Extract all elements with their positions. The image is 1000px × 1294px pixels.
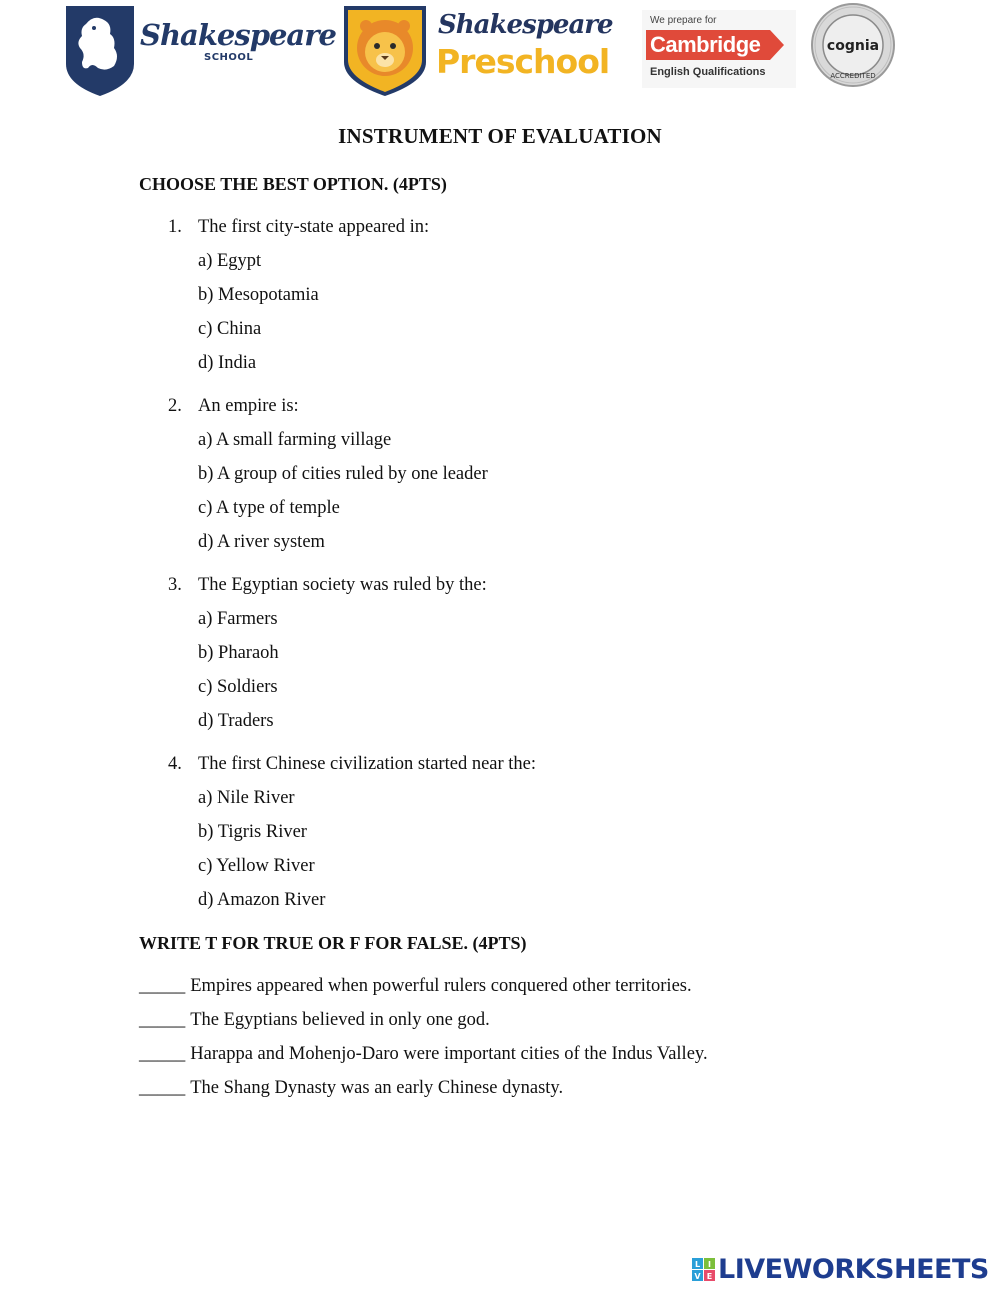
tf-statement: The Egyptians believed in only one god. (190, 1010, 490, 1030)
option-1d: d) India (198, 353, 257, 373)
cambridge-prepare-text: We prepare for (650, 15, 717, 26)
liveworksheets-logo (692, 1254, 992, 1288)
answer-blank[interactable]: _____ (139, 1078, 186, 1098)
question-number: 4. (168, 754, 182, 774)
liveworksheets-badge-icon (692, 1258, 716, 1282)
question-1 (168, 217, 429, 238)
tf-statement: Empires appeared when powerful rulers conquered other territories. (190, 976, 692, 996)
answer-blank[interactable]: _____ (139, 1044, 186, 1064)
shakespeare-preschool-logo (340, 2, 613, 98)
liveworksheets-wordmark: LIVEWORKSHEETS (718, 1254, 989, 1285)
badge-letter-e: E (706, 1272, 713, 1281)
question-number: 2. (168, 396, 182, 416)
option-3b: b) Pharaoh (198, 643, 279, 663)
section-title-multiple-choice: CHOOSE THE BEST OPTION. (4PTS) (139, 174, 447, 194)
lion-crest-icon (60, 2, 140, 98)
section-title-true-false: WRITE T FOR TRUE OR F FOR FALSE. (4PTS) (139, 933, 527, 953)
option-2b: b) A group of cities ruled by one leader (198, 464, 488, 484)
question-2 (168, 396, 299, 417)
cognia-name: cognia (826, 38, 880, 54)
question-4 (168, 754, 536, 775)
tf-statement: Harappa and Mohenjo-Daro were important cities of the Indus Valley. (190, 1044, 708, 1064)
tf-item-1 (139, 976, 692, 997)
option-4a: a) Nile River (198, 788, 295, 808)
question-number: 1. (168, 217, 182, 237)
shakespeare-school-sub: SCHOOL (204, 52, 254, 63)
option-1b: b) Mesopotamia (198, 285, 319, 305)
tf-item-4 (139, 1078, 563, 1099)
badge-letter-v: V (694, 1272, 701, 1281)
question-text: An empire is: (198, 396, 299, 416)
cognia-accredited-seal (810, 2, 896, 88)
option-4b: b) Tigris River (198, 822, 307, 842)
tf-item-2 (139, 1010, 490, 1031)
page-title: INSTRUMENT OF EVALUATION (338, 124, 662, 148)
option-3d: d) Traders (198, 711, 274, 731)
option-3a: a) Farmers (198, 609, 278, 629)
question-number: 3. (168, 575, 182, 595)
option-4c: c) Yellow River (198, 856, 315, 876)
question-3 (168, 575, 487, 596)
option-2c: c) A type of temple (198, 498, 340, 518)
badge-letter-l: L (694, 1260, 701, 1269)
tf-item-3 (139, 1044, 708, 1065)
option-1a: a) Egypt (198, 251, 262, 271)
shakespeare-school-logo (60, 2, 336, 98)
badge-letter-i: I (708, 1260, 711, 1269)
option-4d: d) Amazon River (198, 890, 326, 910)
tf-statement: The Shang Dynasty was an early Chinese dynasty. (190, 1078, 564, 1098)
option-2d: d) A river system (198, 532, 325, 552)
lion-cub-icon (340, 2, 430, 98)
cambridge-word: Cambridge (650, 32, 761, 57)
question-text: The Egyptian society was ruled by the: (198, 575, 487, 595)
answer-blank[interactable]: _____ (139, 1010, 186, 1030)
shakespeare-school-name: Shakespeare (140, 18, 336, 52)
question-text: The first city-state appeared in: (198, 217, 430, 237)
cognia-accredited: ACCREDITED (830, 72, 876, 80)
answer-blank[interactable]: _____ (139, 976, 186, 996)
preschool-brand-name: Shakespeare (438, 10, 613, 40)
cambridge-arrow-icon (770, 30, 784, 60)
cognia-seal-icon (810, 2, 896, 88)
option-1c: c) China (198, 319, 262, 339)
preschool-word: Preschool (436, 42, 610, 81)
option-2a: a) A small farming village (198, 430, 392, 450)
cambridge-english-qualifications: English Qualifications (650, 66, 766, 78)
option-3c: c) Soldiers (198, 677, 278, 697)
question-text: The first Chinese civilization started near the: (198, 754, 537, 774)
header-logos (0, 0, 1000, 100)
cambridge-logo (642, 10, 796, 88)
